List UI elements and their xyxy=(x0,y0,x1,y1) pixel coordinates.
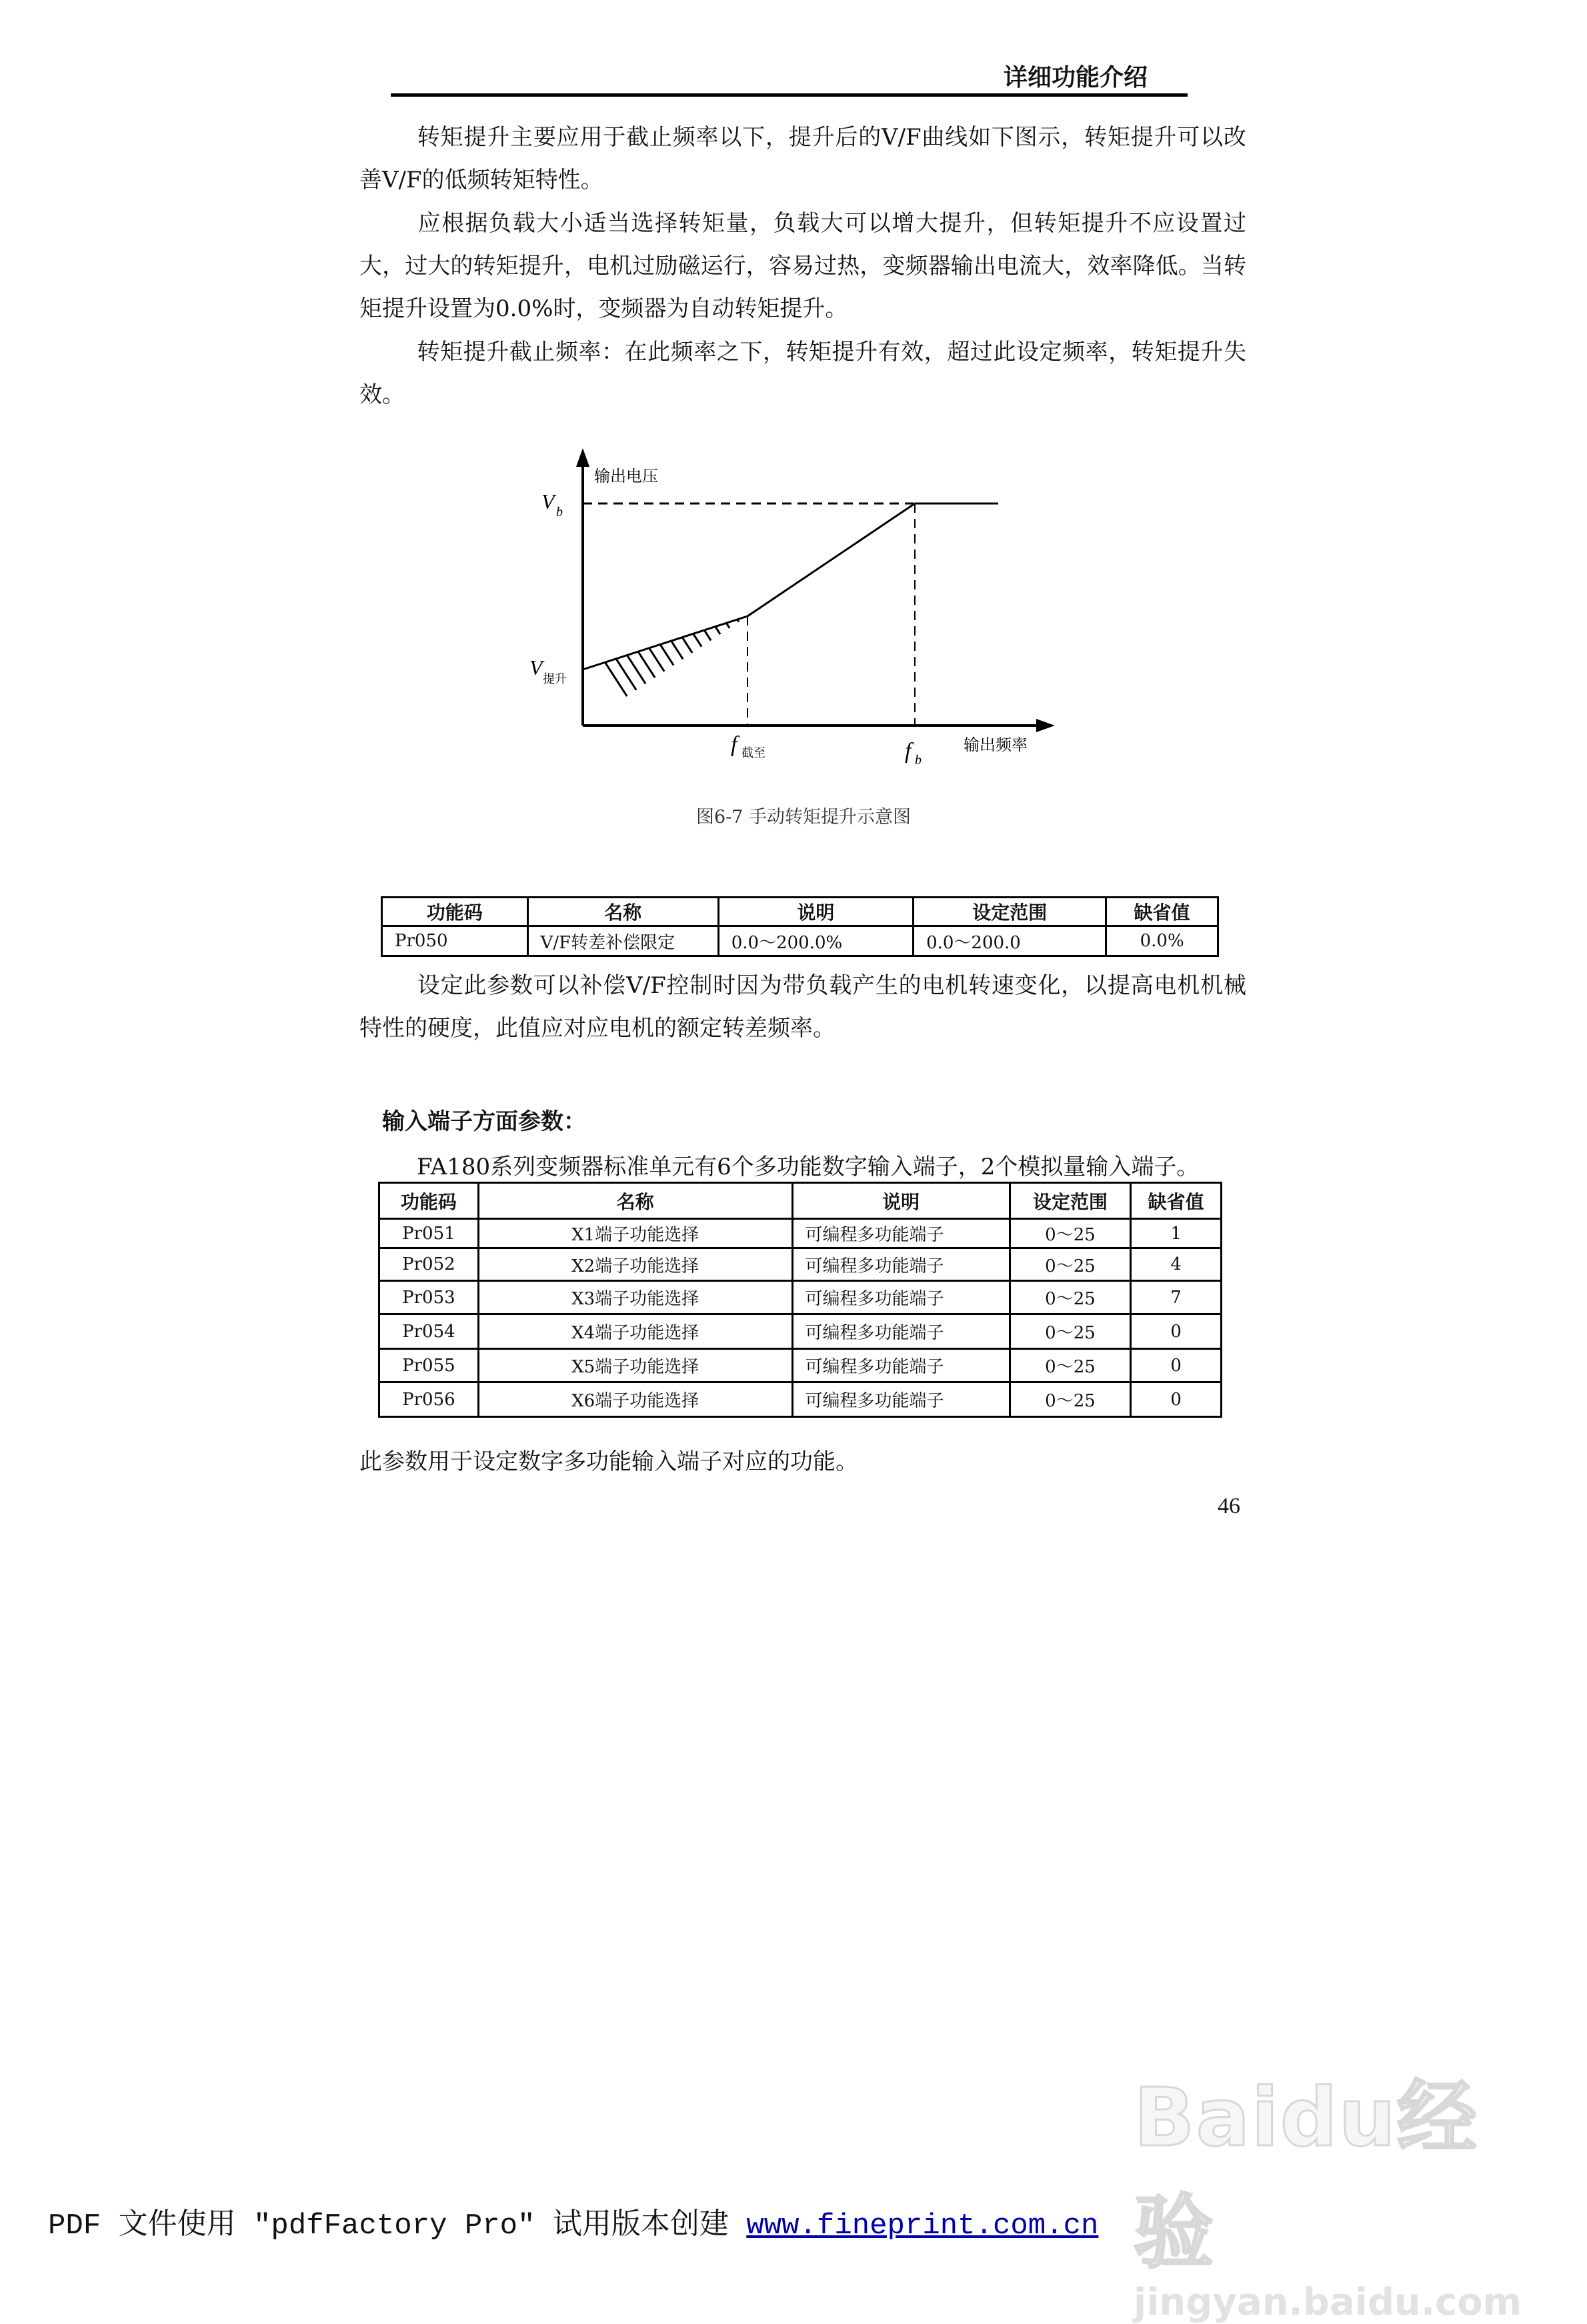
cell-default: 0 xyxy=(1131,1314,1222,1349)
table-pr050 xyxy=(381,896,1219,957)
vboost-label: V xyxy=(529,656,543,680)
cell-range: 0～25 xyxy=(1010,1382,1131,1417)
x-axis-arrow-icon xyxy=(1036,719,1055,732)
cell-desc: 可编程多功能端子 xyxy=(792,1219,1010,1248)
table-row xyxy=(379,1382,1222,1417)
table-row xyxy=(379,1248,1222,1281)
fb-sub: b xyxy=(915,753,922,768)
hatch-line xyxy=(747,614,820,727)
table-input-terminals xyxy=(378,1182,1222,1418)
cell-name: X2端子功能选择 xyxy=(478,1248,792,1281)
running-header-title: 详细功能介绍 xyxy=(1004,64,1148,91)
hatch-line xyxy=(707,614,780,727)
figure-caption: 图6-7 手动转矩提升示意图 xyxy=(695,807,912,828)
col-header-name: 名称 xyxy=(478,1183,792,1219)
watermark-brand: Baidu经验 xyxy=(1134,2072,1478,2279)
cell-name: X6端子功能选择 xyxy=(478,1382,792,1417)
cell-desc: 可编程多功能端子 xyxy=(792,1248,1010,1281)
cell-code: Pr052 xyxy=(379,1248,479,1281)
cell-code: Pr055 xyxy=(379,1349,479,1382)
footer-text: PDF 文件使用 "pdfFactory Pro" 试用版本创建 xyxy=(48,2209,747,2243)
fcut-sub: 截至 xyxy=(741,746,765,760)
y-axis-label: 输出电压 xyxy=(594,467,658,485)
col-header-code: 功能码 xyxy=(382,898,528,926)
col-header-range: 设定范围 xyxy=(914,898,1106,926)
pdf-footer xyxy=(48,2199,1098,2243)
watermark-url: jingyan.baidu.com xyxy=(1134,2281,1522,2324)
cell-name: X3端子功能选择 xyxy=(478,1281,792,1314)
fcut-label: f xyxy=(731,732,737,757)
cell-code: Pr056 xyxy=(379,1382,479,1417)
table-row xyxy=(379,1281,1222,1314)
cell-name: X4端子功能选择 xyxy=(478,1314,792,1349)
y-axis-arrow-icon xyxy=(576,448,589,467)
col-header-name: 名称 xyxy=(527,898,718,926)
col-header-desc: 说明 xyxy=(718,898,913,926)
cell-desc: 可编程多功能端子 xyxy=(792,1314,1010,1349)
cell-name: X5端子功能选择 xyxy=(478,1349,792,1382)
section-heading: 输入端子方面参数： xyxy=(382,1108,586,1135)
vb-sub: b xyxy=(556,505,563,519)
baidu-jingyan-watermark xyxy=(1134,2014,1522,2324)
cell-desc: 0.0～200.0% xyxy=(718,926,913,956)
table-row xyxy=(382,926,1218,956)
cell-default: 4 xyxy=(1131,1248,1222,1281)
cell-range: 0～25 xyxy=(1010,1281,1131,1314)
paragraph-2-text: 应根据负载大小适当选择转矩量，负载大可以增大提升，但转矩提升不应设置过大，过大的转矩提升，电机过励磁运行，容易过热，变频器输出电流大，效率降低。当转矩提升设置为0.0%时，变频器为自动转矩提升。 xyxy=(359,210,1246,322)
cell-code: Pr051 xyxy=(379,1219,479,1248)
paragraph-1-text: 转矩提升主要应用于截止频率以下，提升后的V/F曲线如下图示，转矩提升可以改善V/F的低频转矩特性。 xyxy=(359,124,1246,193)
col-header-range: 设定范围 xyxy=(1010,1183,1131,1219)
vb-label: V xyxy=(541,489,555,513)
col-header-default: 缺省值 xyxy=(1131,1183,1222,1219)
table-row xyxy=(379,1314,1222,1349)
cell-range: 0.0～200.0 xyxy=(914,926,1106,956)
paragraph-6: 此参数用于设定数字多功能输入端子对应的功能。 xyxy=(359,1448,858,1475)
paragraph-3-text: 转矩提升截止频率：在此频率之下，转矩提升有效，超过此设定频率，转矩提升失效。 xyxy=(359,339,1246,408)
table-row xyxy=(379,1349,1222,1382)
cell-name: X1端子功能选择 xyxy=(478,1219,792,1248)
cell-default: 1 xyxy=(1131,1219,1222,1248)
col-header-desc: 说明 xyxy=(792,1183,1010,1219)
cell-code: Pr050 xyxy=(382,926,528,956)
cell-default: 7 xyxy=(1131,1281,1222,1314)
hatch-line xyxy=(760,614,834,727)
col-header-default: 缺省值 xyxy=(1106,898,1218,926)
x-axis-label: 输出频率 xyxy=(964,736,1028,754)
vf-curve-diagram xyxy=(0,0,1587,867)
cell-range: 0～25 xyxy=(1010,1314,1131,1349)
page-number: 46 xyxy=(1218,1494,1240,1518)
cell-range: 0～25 xyxy=(1010,1219,1131,1248)
fb-label: f xyxy=(905,739,912,764)
col-header-code: 功能码 xyxy=(379,1183,479,1219)
table-row xyxy=(379,1219,1222,1248)
cell-desc: 可编程多功能端子 xyxy=(792,1349,1010,1382)
hatch-line xyxy=(733,614,807,727)
vf-line xyxy=(747,503,915,616)
cell-range: 0～25 xyxy=(1010,1248,1131,1281)
paragraph-4-text: 设定此参数可以补偿V/F控制时因为带负载产生的电机转速变化，以提高电机机械特性的硬度，此值应对应电机的额定转差频率。 xyxy=(359,972,1246,1042)
paragraph-5: FA180系列变频器标准单元有6个多功能数字输入端子，2个模拟量输入端子。 xyxy=(417,1154,1200,1180)
cell-desc: 可编程多功能端子 xyxy=(792,1382,1010,1417)
cell-desc: 可编程多功能端子 xyxy=(792,1281,1010,1314)
cell-default: 0.0% xyxy=(1106,926,1218,956)
cell-name: V/F转差补偿限定 xyxy=(527,926,718,956)
cell-code: Pr054 xyxy=(379,1314,479,1349)
cell-range: 0～25 xyxy=(1010,1349,1131,1382)
hatch-line xyxy=(720,614,794,727)
boost-line xyxy=(583,616,747,670)
cell-default: 0 xyxy=(1131,1349,1222,1382)
fineprint-link[interactable]: www.fineprint.com.cn xyxy=(746,2209,1099,2243)
cell-code: Pr053 xyxy=(379,1281,479,1314)
vboost-sub: 提升 xyxy=(543,672,567,686)
paragraph-4 xyxy=(359,964,1246,1050)
cell-default: 0 xyxy=(1131,1382,1222,1417)
